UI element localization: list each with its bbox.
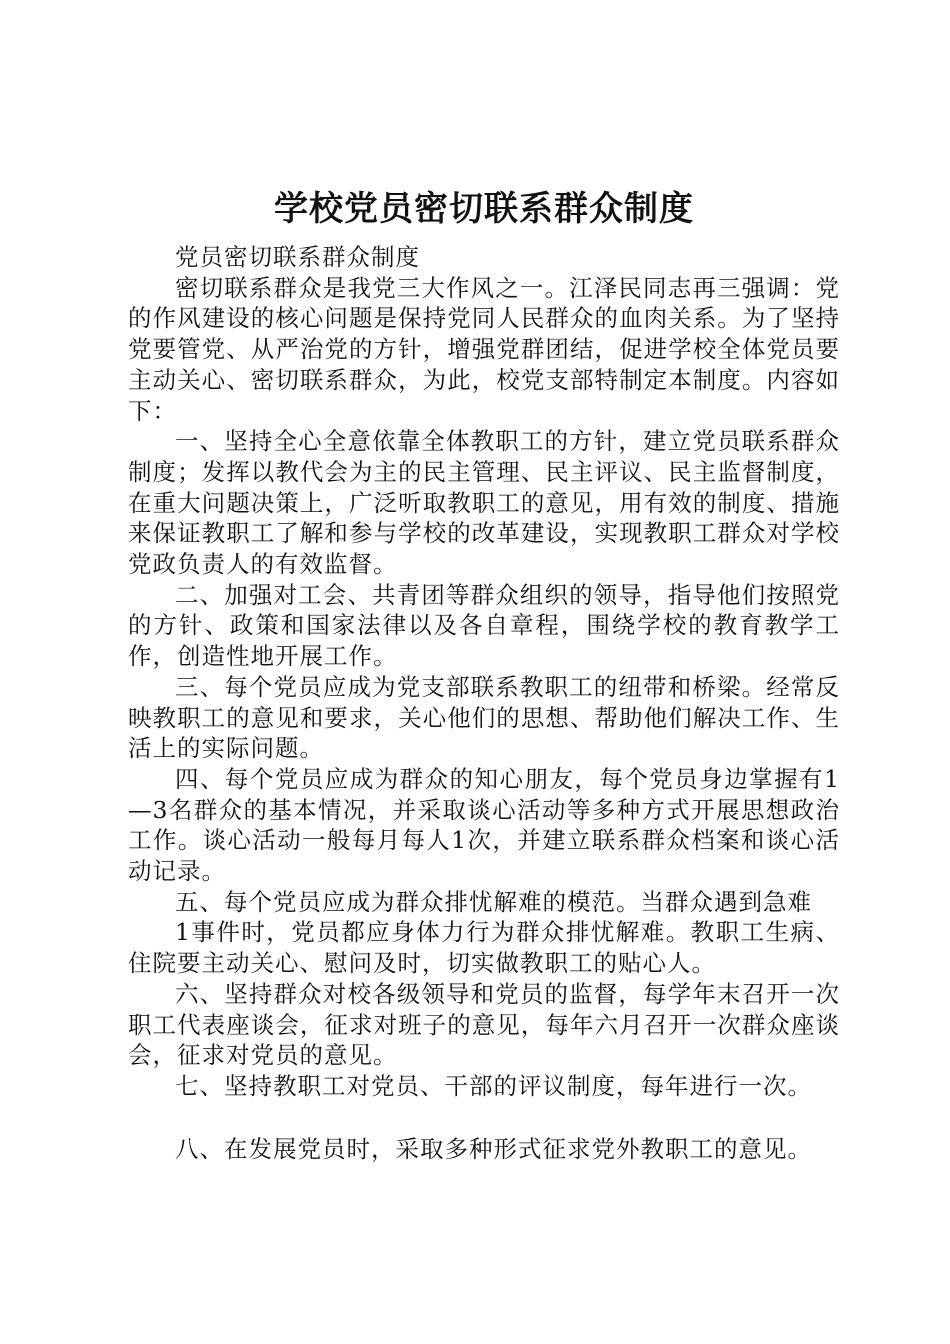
clause-5-continuation-paragraph: 1事件时，党员都应身体力行为群众排忧解难。教职工生病、住院要主动关心、慰问及时，切实做教职工的贴心人。	[128, 918, 840, 978]
intro-paragraph: 密切联系群众是我党三大作风之一。江泽民同志再三强调：党的作风建设的核心问题是保持党同人民群众的血肉关系。为了坚持党要管党、从严治党的方针，增强党群团结，促进学校全体党员要主动关心、密切联系群众，为此，校党支部特制定本制度。内容如下：	[128, 273, 840, 425]
clause-2-paragraph: 二、加强对工会、共青团等群众组织的领导，指导他们按照党的方针、政策和国家法律以及各自章程，围绕学校的教育教学工作，创造性地开展工作。	[128, 580, 840, 671]
subtitle-paragraph: 党员密切联系群众制度	[175, 243, 420, 271]
document-title: 学校党员密切联系群众制度	[274, 189, 694, 229]
document-page	[128, 186, 840, 1164]
clause-3-paragraph: 三、每个党员应成为党支部联系教职工的纽带和桥梁。经常反映教职工的意见和要求，关心他们的思想、帮助他们解决工作、生活上的实际问题。	[128, 672, 840, 763]
clause-6-paragraph: 六、坚持群众对校各级领导和党员的监督，每学年末召开一次职工代表座谈会，征求对班子的意见，每年六月召开一次群众座谈会，征求对党员的意见。	[128, 979, 840, 1070]
clause-5-paragraph: 五、每个党员应成为群众排忧解难的模范。当群众遇到急难	[175, 887, 812, 916]
clause-1-paragraph: 一、坚持全心全意依靠全体教职工的方针，建立党员联系群众制度；发挥以教代会为主的民主管理、民主评议、民主监督制度，在重大问题决策上，广泛听取教职工的意见，用有效的制度、措施来保证教职工了解和参与学校的改革建设，实现教职工群众对学校党政负责人的有效监督。	[128, 427, 840, 579]
clause-7-paragraph: 七、坚持教职工对党员、干部的评议制度，每年进行一次。	[175, 1071, 812, 1100]
paragraph-spacer	[128, 1102, 840, 1134]
clause-8-paragraph: 八、在发展党员时，采取多种形式征求党外教职工的意见。	[175, 1134, 812, 1163]
clause-4-paragraph: 四、每个党员应成为群众的知心朋友，每个党员身边掌握有1—3名群众的基本情况，并采取谈心活动等多种方式开展思想政治工作。谈心活动一般每月每人1次，并建立联系群众档案和谈心活动记录。	[128, 764, 840, 886]
